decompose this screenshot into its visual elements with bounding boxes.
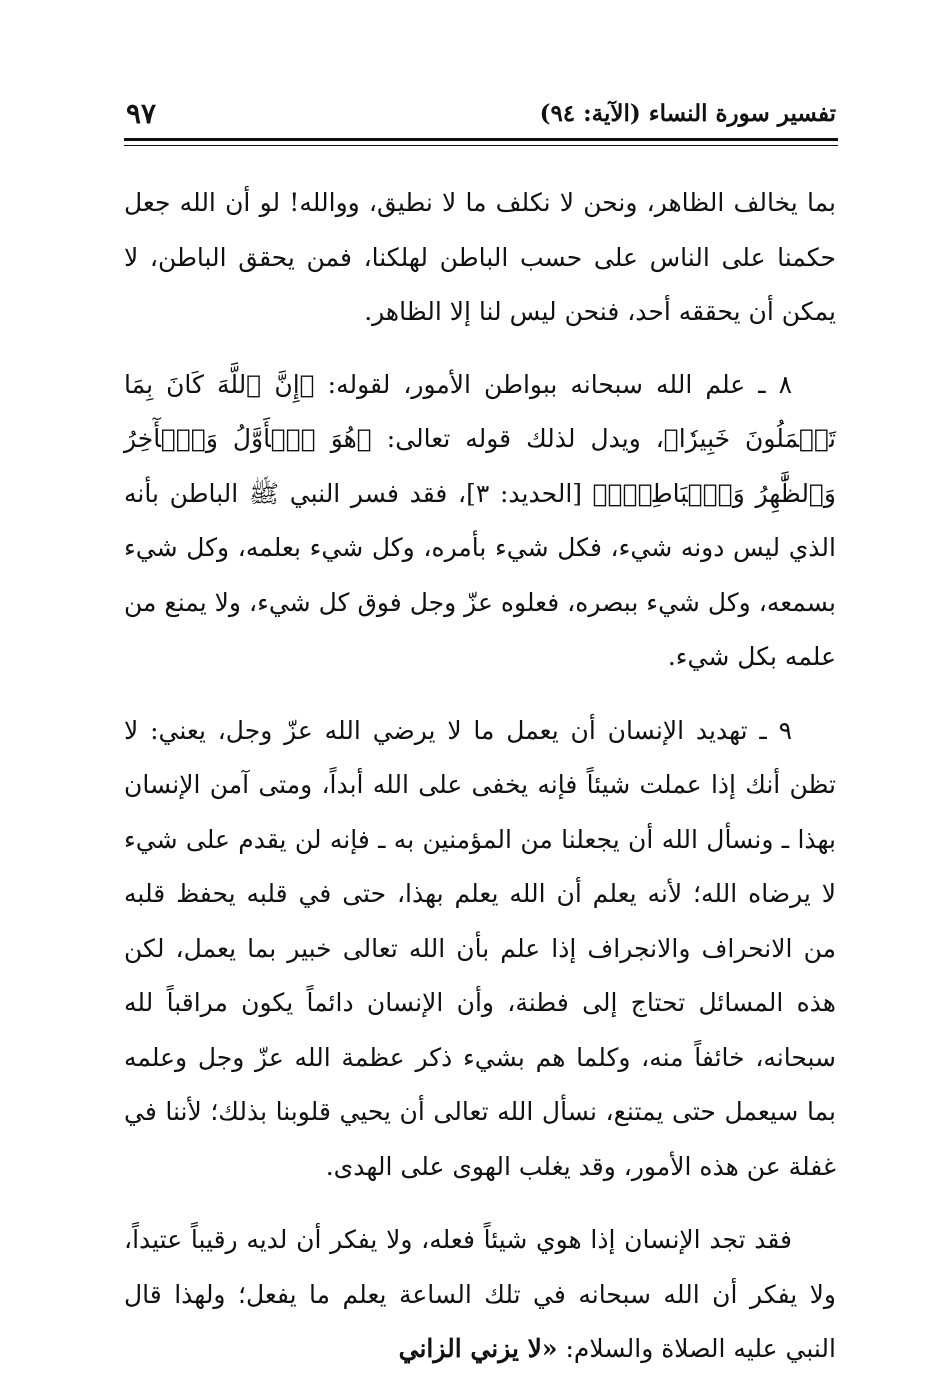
paragraph-point-8: ٨ ـ علم الله سبحانه ببواطن الأمور، لقوله: ﴿إِنَّ ٱللَّهَ كَانَ بِمَا تَعۡمَلُونَ خَبِيرٗا﴾، ويدل لذلك قوله تعالى: ﴿هُوَ ٱلۡأَوَّلُ وَٱلۡأٓخِرُ وَٱلظَّٰهِرُ وَٱلۡبَاطِنُۖ﴾ [الحديد: ٣]، فقد فسر النبي ﷺ الباطن بأنه الذي ليس دونه شيء، فكل شيء بأمره، وكل شيء بعلمه، وكل شيء بسمعه، وكل شيء ببصره، فعلوه عزّ وجل فوق كل شيء، ولا يمنع من علمه بكل شيء. [124,369,837,671]
paragraph-continuation: بما يخالف الظاهر، ونحن لا نكلف ما لا نطيق، ووالله! لو أن الله جعل حكمنا على الناس على حسب الباطن لهلكنا، فمن يحقق الباطن، لا يمكن أن يحققه أحد، فنحن ليس لنا إلا الظاهر. [124,188,836,326]
header-divider-thick [124,138,838,141]
body-text [124,176,836,1396]
header-title: تفسير سورة النساء (الآية: ٩٤) [539,99,836,127]
paragraph-closing [124,1213,836,1377]
paragraph-point-9: ٩ ـ تهديد الإنسان أن يعمل ما لا يرضي الله عزّ وجل، يعني: لا تظن أنك إذا عملت شيئاً فإنه يخفى على الله أبداً، ومتى آمن الإنسان بهذا ـ ونسأل الله أن يجعلنا من المؤمنين به ـ فإنه لن يقدم على شيء لا يرضاه الله؛ لأنه يعلم أن الله يعلم بهذا، حتى في قلبه يحفظ قلبه من الانحراف والانجراف إذا علم بأن الله تعالى خبير بما يعمل، لكن هذه المسائل تحتاج إلى فطنة، وأن الإنسان دائماً يكون مراقباً لله سبحانه، خائفاً منه، وكلما هم بشيء ذكر عظمة الله عزّ وجل وعلمه بما سيعمل حتى يمتنع، نسأل الله تعالى أن يحيي قلوبنا بذلك؛ لأننا في غفلة عن هذه الأمور، وقد يغلب الهوى على الهدى. [124,715,836,1181]
page-number: ٩٧ [126,96,157,130]
paragraph-closing-text: فقد تجد الإنسان إذا هوي شيئاً فعله، ولا يفكر أن لديه رقيباً عتيداً، ولا يفكر أن الله سبحانه في تلك الساعة يعلم ما يفعل؛ ولهذا قال النبي عليه الصلاة والسلام: [124,1225,836,1363]
running-header [126,96,836,130]
header-divider-thin [124,145,838,146]
hadith-quote-start: «لا يزني الزاني [398,1334,558,1363]
